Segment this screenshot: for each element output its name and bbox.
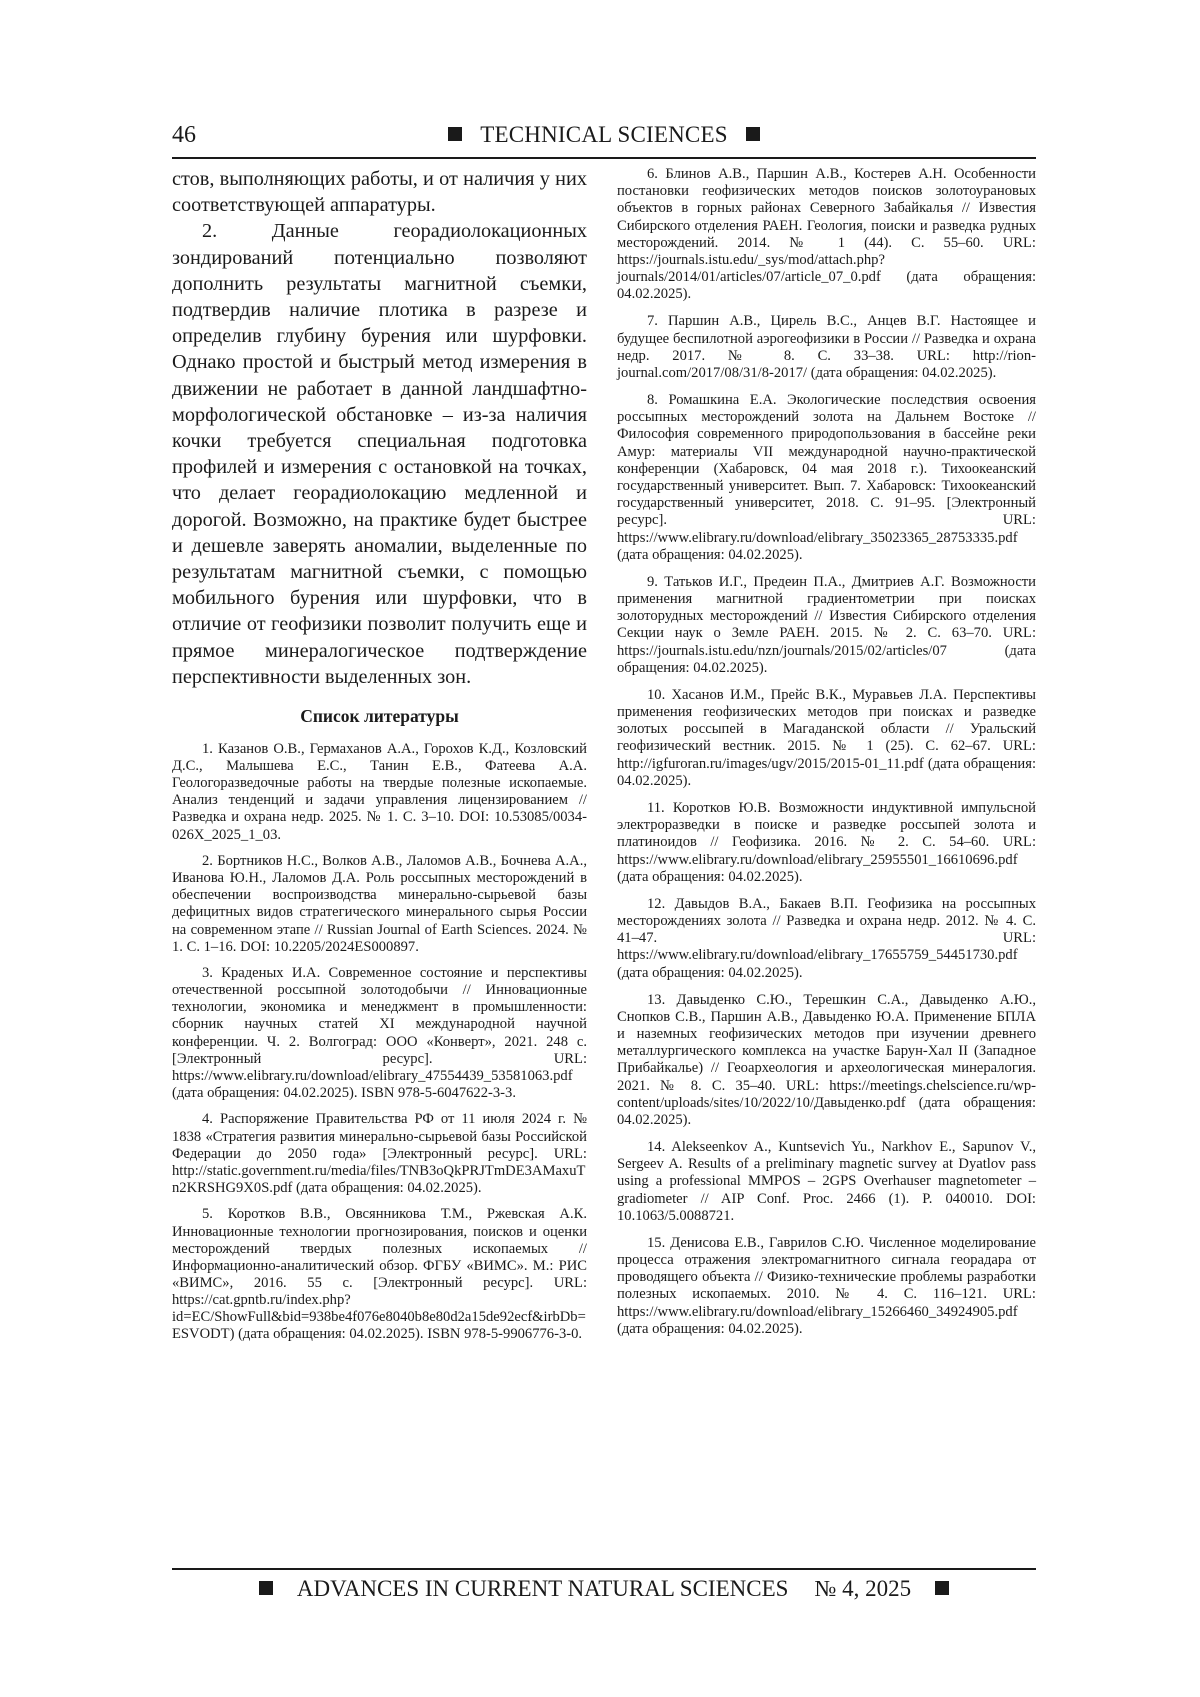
reference-item: 12. Давыдов В.А., Бакаев В.П. Геофизика на россыпных месторождениях золота // Разведка и охрана недр. 2012. № 4. С. 41–47. URL: https://www.elibrary.ru/download/elibrary_17655759_54451730.pdf (дата обращения: 04.02.2025).	[617, 895, 1036, 981]
square-bullet-icon	[746, 127, 760, 141]
reference-item: 4. Распоряжение Правительства РФ от 11 июля 2024 г. № 1838 «Стратегия развития минерально-сырьевой базы Российской Федерации до 2050 года» [Электронный ресурс]. URL: http://static.government.ru/media/files/TNB3oQkPRJTmDE3AMaxuTn2KRSHG9X0S.pdf (дата обращения: 04.02.2025).	[172, 1111, 587, 1196]
square-bullet-icon	[259, 1581, 273, 1595]
journal-page	[172, 0, 1036, 1697]
body-paragraph: стов, выполняющих работы, и от наличия у них соответствующей аппаратуры.	[172, 168, 587, 217]
reference-item: 14. Alekseenkov A., Kuntsevich Yu., Narkhov E., Sapunov V., Sergeev A. Results of a preliminary magnetic survey at Dyatlov pass using a professional MMPOS – 2GPS Overhauser magnetometer – gradiometer // AIP Conf. Proc. 2466 (1). P. 040010. DOI: 10.1063/5.0088721.	[617, 1138, 1036, 1224]
left-column	[172, 166, 587, 1353]
page-footer	[172, 1576, 1036, 1602]
reference-item: 8. Ромашкина Е.А. Экологические последствия освоения россыпных месторождений золота на Дальнем Востоке // Философия современного природопользования в бассейне реки Амур: материалы VII международной научно-практической конференции (Хабаровск, 04 мая 2018 г.). Тихоокеанский государственный университет. Вып. 7. Хабаровск: Тихоокеанский государственный университет, 2018. С. 91–95. [Электронный ресурс]. URL: https://www.elibrary.ru/download/elibrary_35023365_28753335.pdf (дата обращения: 04.02.2025).	[617, 392, 1036, 563]
square-bullet-icon	[448, 127, 462, 141]
page-number: 46	[172, 122, 196, 148]
right-column	[617, 166, 1036, 1348]
section-heading	[172, 122, 1036, 148]
reference-item: 3. Краденых И.А. Современное состояние и перспективы отечественной россыпной золотодобычи // Инновационные технологии, экономика и менеджмент в промышленности: сборник научных статей XI международной научной конференции. Ч. 2. Волгоград: ООО «Конверт», 2021. 248 с. [Электронный ресурс]. URL: https://www.elibrary.ru/download/elibrary_47554439_53581063.pdf (дата обращения: 04.02.2025). ISBN 978-5-6047622-3-3.	[172, 965, 587, 1101]
header-rule	[172, 157, 1036, 159]
body-paragraph: 2. Данные георадиолокационных зондирований потенциально позволяют дополнить результаты магнитной съемки, подтвердив наличие плотика в разрезе и определив глубину бурения или шурфовки. Однако простой и быстрый метод измерения в движении не работает в данной ландшафтно-морфологической обстановке – из-за наличия кочки требуется специальная подготовка профилей и измерения с остановкой на точках, что делает георадиолокацию медленной и дорогой. Возможно, на практике будет быстрее и дешевле заверять аномалии, выделенные по результатам магнитной съемки, с помощью мобильного бурения или шурфовки, что в отличие от геофизики позволит получить еще и прямое минералогическое подтверждение перспективности выделенных зон.	[172, 220, 587, 688]
issue-number: № 4, 2025	[814, 1576, 912, 1601]
square-bullet-icon	[935, 1581, 949, 1595]
reference-item: 7. Паршин А.В., Цирель В.С., Анцев В.Г. Настоящее и будущее беспилотной аэрогеофизики в России // Разведка и охрана недр. 2017. № 8. С. 33–38. URL: http://rion-journal.com/2017/08/31/8-2017/ (дата обращения: 04.02.2025).	[617, 313, 1036, 382]
reference-item: 5. Коротков В.В., Овсянникова Т.М., Ржевская А.К. Инновационные технологии прогнозирования, поисков и оценки месторождений твердых полезных ископаемых // Информационно-аналитический обзор. ФГБУ «ВИМС». М.: РИС «ВИМС», 2016. 55 с. [Электронный ресурс]. URL: https://cat.gpntb.ru/index.php?id=EC/ShowFull&bid=938be4f076e8040b8e80d2a15de92ecf&irbDb=ESVODT) (дата обращения: 04.02.2025). ISBN 978-5-9906776-3-0.	[172, 1206, 587, 1343]
page-header	[172, 118, 1036, 154]
reference-item: 1. Казанов О.В., Гермаханов А.А., Горохов К.Д., Козловский Д.С., Малышева Е.С., Танин Е.В., Фатеева А.А. Геологоразведочные работы на твердые полезные ископаемые. Анализ тенденций и задачи управления лицензированием // Разведка и охрана недр. 2025. № 1. С. 3–10. DOI: 10.53085/0034-026X_2025_1_03.	[172, 741, 587, 843]
reference-item: 13. Давыденко С.Ю., Терешкин С.А., Давыденко А.Ю., Снопков С.В., Паршин А.В., Давыденко Ю.А. Применение БПЛА и наземных геофизических методов при изучении древнего металлургического комплекса на участке Барун-Хал II (Западное Прибайкалье) // Геоархеология и археологическая минералогия. 2021. № 8. С. 35–40. URL: https://meetings.chelscience.ru/wp-content/uploads/sites/10/2022/10/Давыденко.pdf (дата обращения: 04.02.2025).	[617, 991, 1036, 1128]
reference-item: 10. Хасанов И.М., Прейс В.К., Муравьев Л.А. Перспективы применения геофизических методов при поисках и разведке золотых россыпей в Магаданской области // Уральский геофизический вестник. 2015. № 1 (25). С. 62–67. URL: http://igfuroran.ru/images/ugv/2015/2015-01_11.pdf (дата обращения: 04.02.2025).	[617, 686, 1036, 789]
reference-item: 15. Денисова Е.В., Гаврилов С.Ю. Численное моделирование процесса отражения электромагнитного сигнала георадара от проводящего объекта // Физико-технические проблемы разработки полезных ископаемых. 2010. № 4. С. 116–121. URL: https://www.elibrary.ru/download/elibrary_15266460_34924905.pdf (дата обращения: 04.02.2025).	[617, 1234, 1036, 1337]
journal-name: ADVANCES IN CURRENT NATURAL SCIENCES	[296, 1576, 789, 1601]
footer-rule	[172, 1568, 1036, 1570]
reference-item: 6. Блинов А.В., Паршин А.В., Костерев А.Н. Особенности постановки геофизических методов поисков золотоурановых объектов в горных районах Северного Забайкалья // Известия Сибирского отделения РАЕН. Геология, поиски и разведка рудных месторождений. 2014. № 1 (44). С. 55–60. URL: https://journals.istu.edu/_sys/mod/attach.php?journals/2014/01/articles/07/article_07_0.pdf (дата обращения: 04.02.2025).	[617, 166, 1036, 303]
reference-item: 11. Коротков Ю.В. Возможности индуктивной импульсной электроразведки в поиске и разведке россыпей золота и платиноидов // Геофизика. 2016. № 2. С. 54–60. URL: https://www.elibrary.ru/download/elibrary_25955501_16610696.pdf (дата обращения: 04.02.2025).	[617, 799, 1036, 885]
reference-item: 9. Татьков И.Г., Предеин П.А., Дмитриев А.Г. Возможности применения магнитной градиентометрии при поисках золоторудных месторождений // Известия Сибирского отделения Секции наук о Земле РАЕН. 2015. № 2. С. 63–70. URL: https://journals.istu.edu/nzn/journals/2015/02/articles/07 (дата обращения: 04.02.2025).	[617, 573, 1036, 676]
reference-item: 2. Бортников Н.С., Волков А.В., Лаломов А.В., Бочнева А.А., Иванова Ю.Н., Лаломов Д.А. Роль россыпных месторождений в обеспечении воспроизводства минерально-сырьевой базы дефицитных видов стратегического минерального сырья России на современном этапе // Russian Journal of Earth Sciences. 2024. № 1. С. 1–16. DOI: 10.2205/2024ES000897.	[172, 853, 587, 955]
references-title: Список литературы	[300, 706, 459, 727]
section-title: TECHNICAL SCIENCES	[480, 122, 728, 147]
